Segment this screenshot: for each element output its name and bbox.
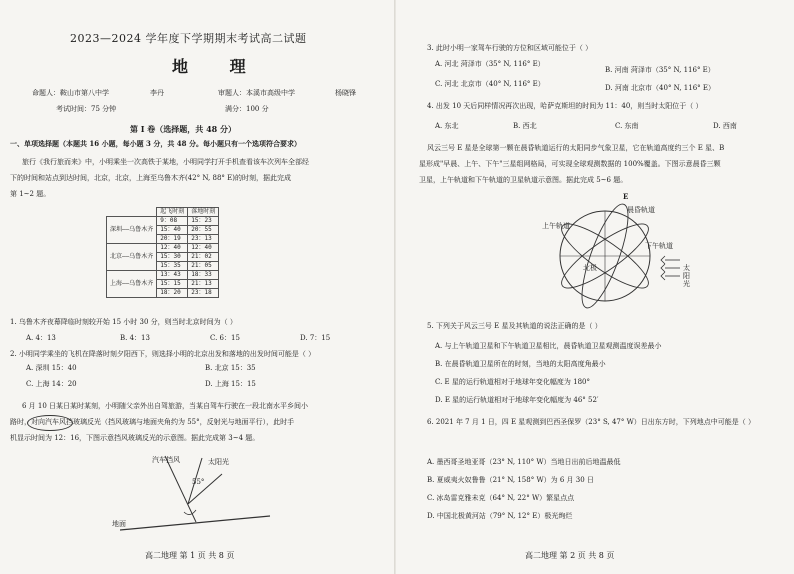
table-cell: 23：13 [188,235,219,244]
fig-sun-label: 太阳光 [208,458,229,466]
table-cell: 15：15 [157,280,188,289]
fig-angle-label: 55° [192,478,205,486]
table-cell: 21：05 [188,262,219,271]
q2-option-c: C. 上海 14：20 [26,380,77,388]
q1-option-d: D. 7：15 [300,334,331,342]
handwritten-circle [27,415,73,431]
table-cell: 23：18 [188,289,219,298]
q5-option-d: D. E 星的运行轨道相对于地球年变化幅度为 46° 52′ [435,396,599,404]
table-cell: 21：02 [188,253,219,262]
part-1-heading: 第 Ⅰ 卷（选择题，共 48 分） [130,124,237,134]
section-1-heading: 一、单项选择题（本题共 16 小题，每小题 3 分，共 48 分。每小题只有一个选项符合要求） [10,139,301,148]
table-header-cell: 起飞时刻 [157,208,188,217]
exam-header-title: 2023—2024 学年度下学期期末考试高二试题 [70,32,307,45]
q2-option-a: A. 深圳 15：40 [26,364,77,372]
diagram-label-sunlight: 太阳光 [683,264,690,288]
subject-title: 地 理 [172,57,264,76]
intro-line-1: 旅行《我行旅而来》中，小明乘坐一次高铁于某地，小明同学打开手机查看该车次列车全部经 [22,158,309,166]
diagram-label-north-pole: 北极 [583,264,597,272]
table-header-cell: 落地时刻 [188,208,219,217]
exam-score: 满分：100 分 [225,105,269,113]
satellite-orbit-diagram [545,190,705,315]
fig-ground-label: 地面 [112,520,126,528]
table-row [107,244,219,253]
q6-option-b: B. 夏威夷火奴鲁鲁（21° N, 158° W）为 6 月 30 日 [427,476,594,484]
diagram-label-dawn-dusk: 晨昏轨道 [627,206,655,214]
q2-option-b: B. 北京 15：35 [205,364,256,372]
route-label: 深圳——乌鲁木齐 [107,217,157,244]
table-cell: 13：43 [157,271,188,280]
q4-option-c: C. 东南 [615,122,639,130]
page-1-footer: 高二地理 第 1 页 共 8 页 [145,551,235,560]
q5-option-a: A. 与上午轨道卫星和下午轨道卫星相比，晨昏轨道卫星观测温度误差最小 [435,342,662,350]
q6-option-d: D. 中国北极黄河站（79° N, 12° E）极光绚烂 [427,512,573,520]
table-cell: 12：40 [188,244,219,253]
q3-option-d: D. 河南 北京市（40° N, 116° E） [605,84,715,92]
q4-option-b: B. 西北 [513,122,537,130]
passage-3-line-3: 机显示时间为 12：16，下图示意挡风玻璃反光的示意图。据此完成第 3~4 题。 [10,434,260,442]
question-2: 2. 小明同学乘坐的飞机在降落时刻夕阳西下，则选择小明的北京出发和落地的出发时间可能是（ ） [10,350,316,358]
q3-option-a: A. 河北 菏泽市（35° N, 116° E） [435,60,545,68]
q1-option-c: C. 6：15 [210,334,240,342]
page-1 [0,0,395,574]
table-row [107,271,219,280]
route-label: 上海——乌鲁木齐 [107,271,157,298]
q6-option-a: A. 墨西哥圣地亚哥（23° N, 110° W）当地日出前后地温最低 [427,458,621,466]
q1-option-a: A. 4：13 [26,334,56,342]
q4-option-d: D. 西南 [713,122,737,130]
passage-5-line-3: 卫星，上午轨道和下午轨道的卫星轨道示意图。据此完成 5~6 题。 [419,176,628,184]
route-label: 北京——乌鲁木齐 [107,244,157,271]
table-cell: 18：20 [157,289,188,298]
table-cell: 15：35 [157,262,188,271]
table-cell: 12：40 [157,244,188,253]
question-6: 6. 2021 年 7 月 1 日，四 E 星观测到巴西圣保罗（23° S, 47° W）日出东方时，下列地点中可能是（ ） [427,418,755,426]
question-5: 5. 下列关于风云三号 E 星及其轨道的说法正确的是（ ） [427,322,602,330]
intro-line-2: 下的时间和站点到达时间，北京，北京，上海至乌鲁木齐(42° N, 88° E)的时刻，据此完成 [10,174,291,182]
q3-option-c: C. 河北 北京市（40° N, 116° E） [435,80,545,88]
table-row [107,217,219,226]
setter-label: 命题人：鞍山市第八中学 [32,89,109,97]
question-3: 3. 此时小明一家驾车行驶的方位和区域可能位于（ ） [427,44,593,52]
diagram-label-morning: 上午轨道 [542,222,570,230]
q4-option-a: A. 东北 [435,122,459,130]
table-cell: 20：19 [157,235,188,244]
table-cell: 21：13 [188,280,219,289]
exam-time: 考试时间：75 分钟 [56,105,117,113]
question-1: 1. 乌鲁木齐夜幕降临时刻较开始 15 小时 30 分，则当时北京时间为（ ） [10,318,237,326]
passage-3-line-2: 路时，对向汽车风挡玻璃反光（挡风玻璃与地面夹角约为 55°，反射光与地面平行），此时手 [10,418,295,426]
passage-5-line-2: 星形成"早晨、上午、下午"三星组网格局，可实现全球观测数据的 100%覆盖。下图示意晨昏三颗 [419,160,721,168]
page-2-footer: 高二地理 第 2 页 共 8 页 [525,551,615,560]
table-cell: 15：30 [157,253,188,262]
q2-option-d: D. 上海 15：15 [205,380,256,388]
passage-5-line-1: 风云三号 E 星是全球第一颗在晨昏轨道运行的太阳同步气象卫星，它在轨道高度约三个 E 星、B [427,144,725,152]
table-cell: 15：23 [188,217,219,226]
table-cell: 20：55 [188,226,219,235]
diagram-letter-e: E [623,192,629,201]
page-2 [395,0,794,574]
reviewer-label: 审题人：本溪市高级中学 [218,89,295,97]
reviewer-name: 杨晓锋 [335,89,356,97]
setter-name: 李丹 [150,89,164,97]
q5-option-b: B. 在晨昏轨道卫星所在的时刻，当地的太阳高度角最小 [435,360,606,368]
q5-option-c: C. E 星的运行轨道相对于地球年变化幅度为 180° [435,378,590,386]
q6-option-c: C. 冰岛雷克雅未克（64° N, 22° W）繁星点点 [427,494,575,502]
passage-3-line-1: 6 月 10 日某日某时某刻，小明随父亲外出自驾旅游，当某自驾车行驶在一段北南水平乡间小 [22,402,309,410]
intro-line-3: 第 1~2 题。 [10,190,51,198]
diagram-label-afternoon: 下午轨道 [645,242,673,250]
table-cell: 15：40 [157,226,188,235]
table-header-row [107,208,219,217]
table-cell: 18：33 [188,271,219,280]
windshield-reflection-figure [110,446,280,536]
question-4: 4. 出发 10 天后同样情况再次出现，哈萨克斯坦的时间为 11：40，则当时太阳位于（ ） [427,102,703,110]
flight-timetable [106,207,219,298]
fig-glass-label: 汽车挡风 [152,456,180,464]
table-cell: 9：08 [157,217,188,226]
q3-option-b: B. 河南 菏泽市（35° N, 116° E） [605,66,715,74]
q1-option-b: B. 4：13 [120,334,150,342]
